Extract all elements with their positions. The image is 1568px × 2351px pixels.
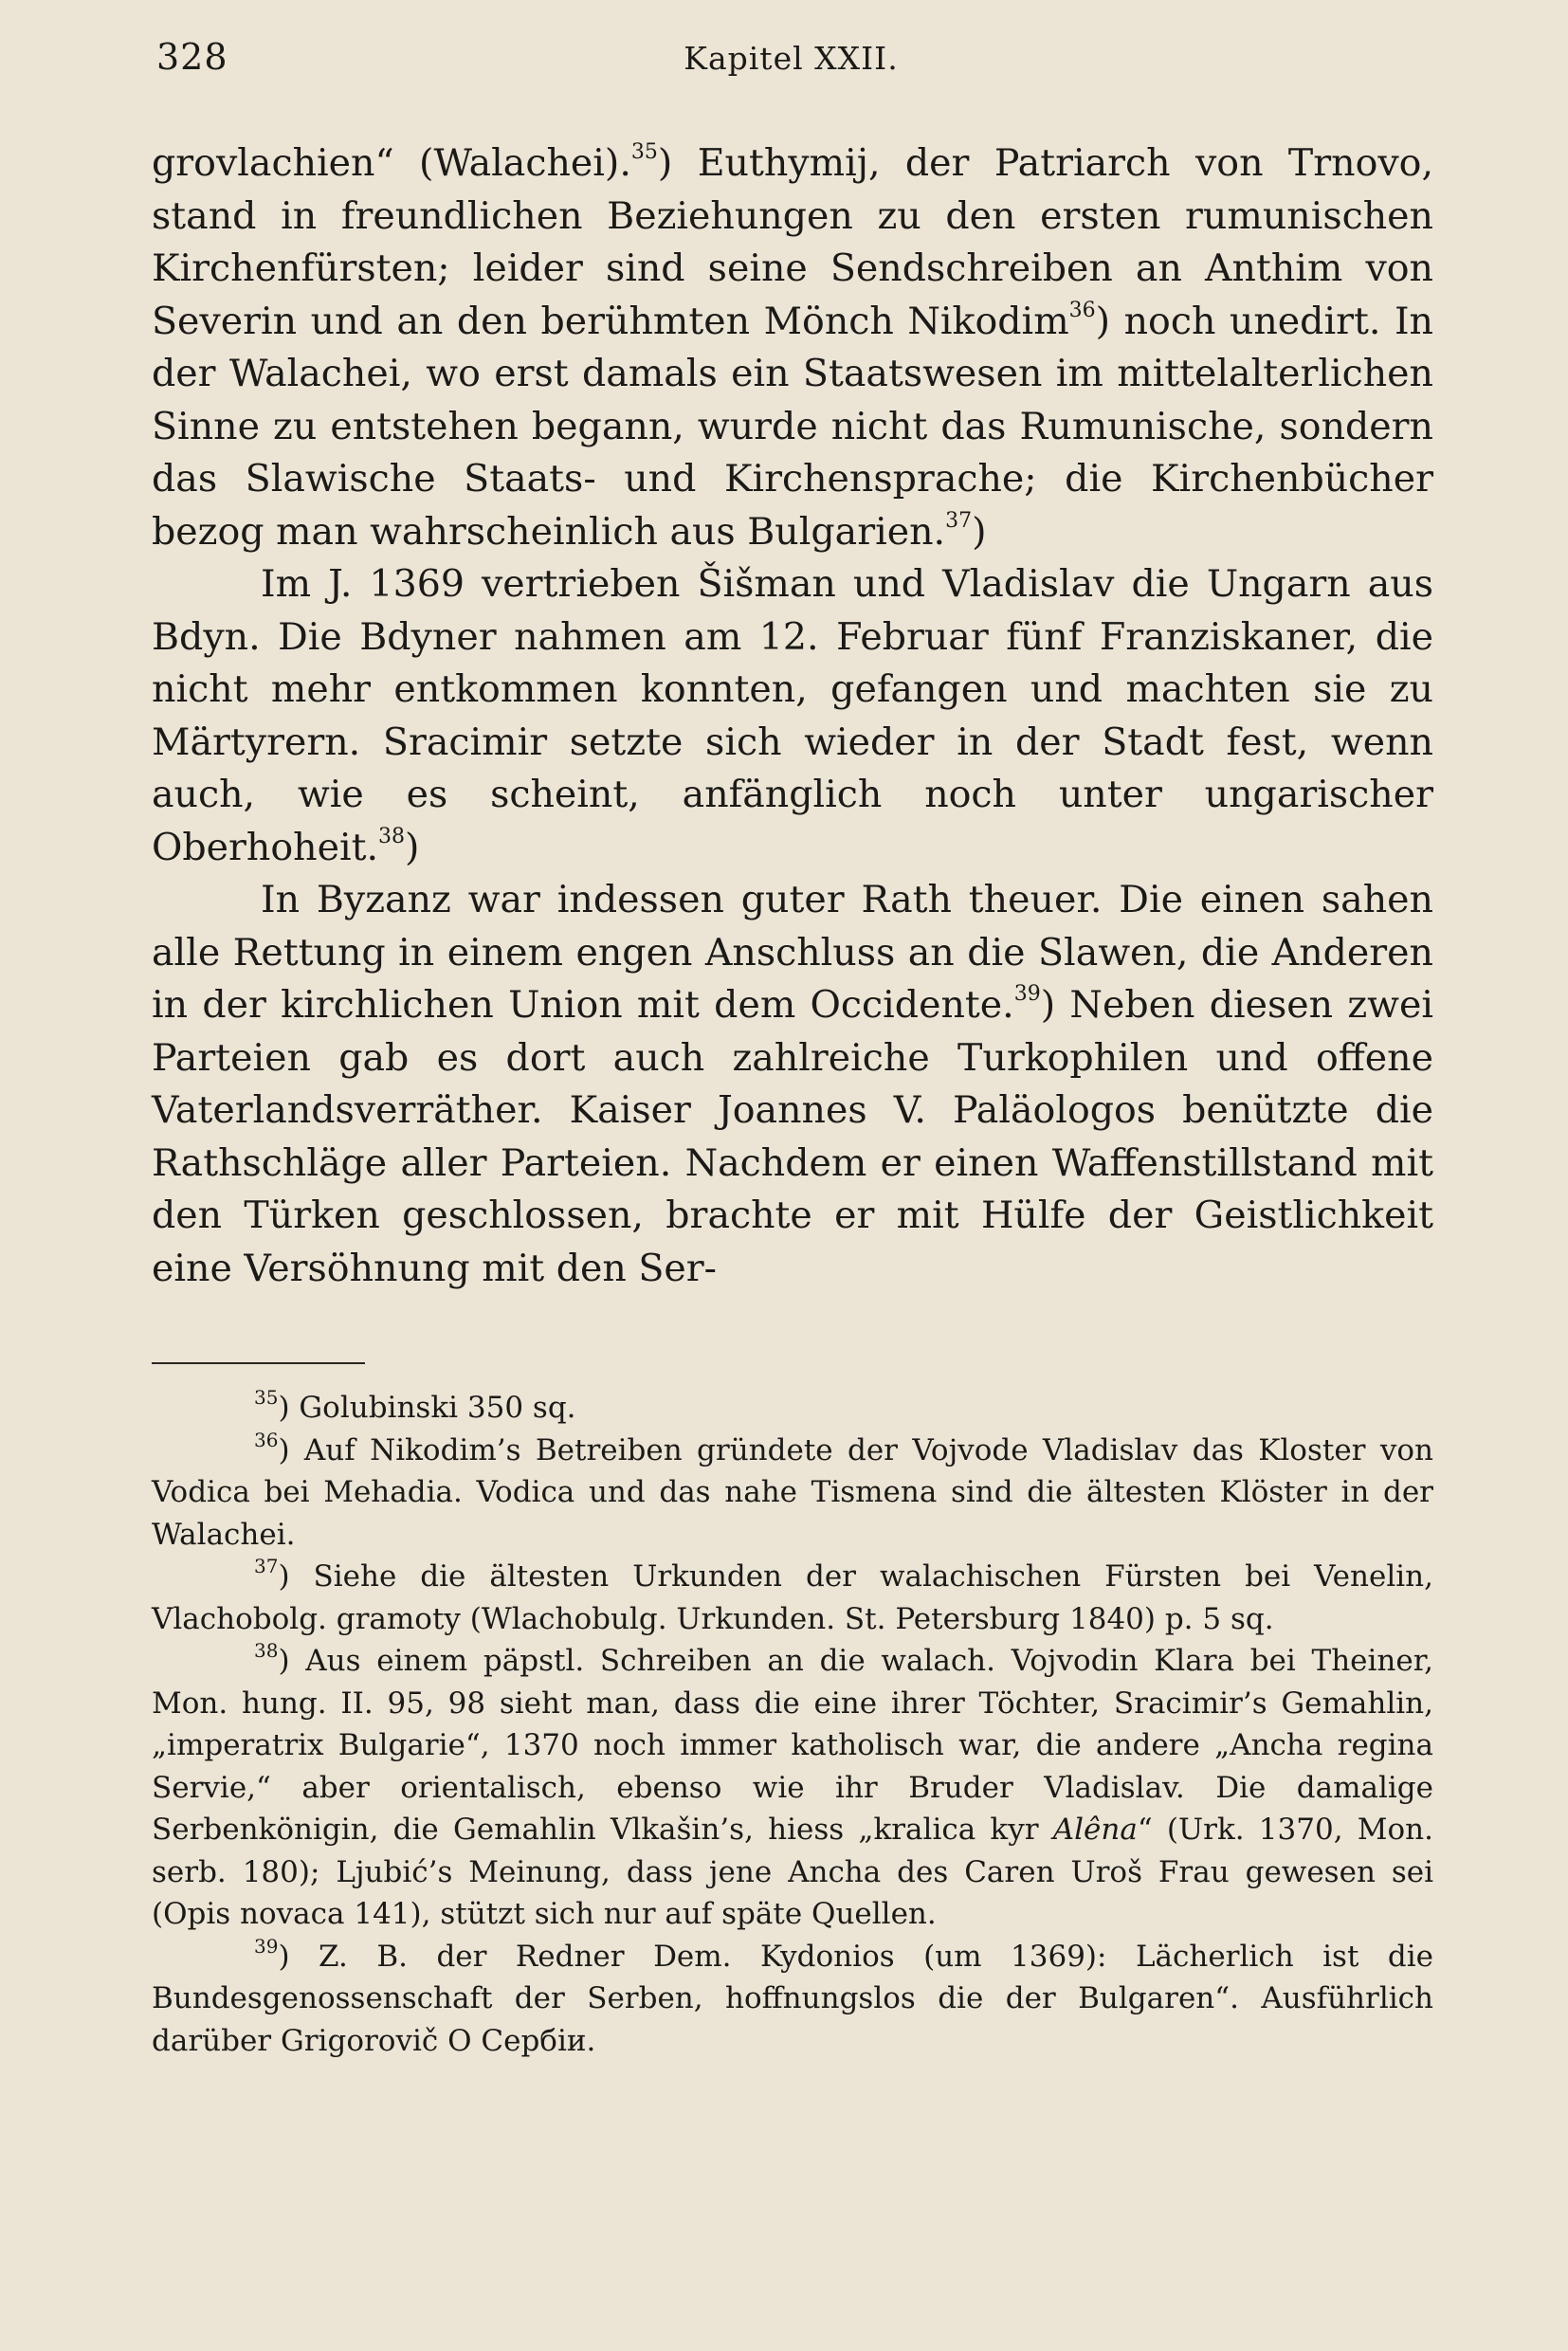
- footnote-37: $^{37}$) Siehe die ältesten Urkunden der walachischen Fürsten bei Venelin, Vlachobolg. gramoty (Wlachobulg. Urkunden. St. Petersburg 1840) p. 5 sq.: [152, 1555, 1433, 1636]
- paragraph-2: Im J. 1369 vertrieben Šišman und Vladislav die Ungarn aus Bdyn. Die Bdyner nahmen am 12. Februar fünf Franziskaner, die nicht mehr entkommen konnten, gefangen und machten sie zu Märtyrern. Sracimir setzte sich wieder in der Stadt fest, wenn auch, wie es scheint, anfänglich noch unter ungarischer Oberhoheit.$^{38}$): [152, 562, 1433, 869]
- running-title: Kapitel XXII.: [684, 40, 899, 77]
- footnote-ref-36: 36: [1068, 298, 1096, 322]
- page-number: 328: [156, 36, 228, 78]
- paragraph-1: grovlachien“ (Walachei).$^{35}$) Euthymij, der Patriarch von Trnovo, stand in freundlichen Beziehungen zu den ersten rumunischen Kirchenfürsten; leider sind seine Sendschreiben an Anthim von Severin und an den berühmten Mönch Nikodim$^{36}$) noch unedirt. In der Walachei, wo erst damals ein Staatswesen im mittelalterlichen Sinne zu entstehen begann, wurde nicht das Rumunische, sondern das Slawische Staats- und Kirchensprache; die Kirchenbücher bezog man wahrscheinlich aus Bulgarien.$^{37}$): [152, 140, 1433, 554]
- paragraph-3: In Byzanz war indessen guter Rath theuer. Die einen sahen alle Rettung in einem engen Anschluss an die Slawen, die Anderen in der kirchlichen Union mit dem Occidente.$^{39}$) Neben diesen zwei Parteien gab es dort auch zahlreiche Turkophilen und offene Vaterlandsverräther. Kaiser Joannes V. Paläologos benützte die Rathschläge aller Parteien. Nachdem er einen Waffenstillstand mit den Türken geschlossen, brachte er mit Hülfe der Geistlichkeit eine Versöhnung mit den Ser-: [152, 878, 1433, 1290]
- footnote-ref-38: 38: [378, 824, 406, 848]
- footnote-ref-35: 35: [630, 140, 658, 164]
- footnote-36: $^{36}$) Auf Nikodim’s Betreiben gründete der Vojvode Vladislav das Kloster von Vodica bei Mehadia. Vodica und das nahe Tismena sind die ältesten Klöster in der Walachei.: [152, 1428, 1433, 1552]
- footnote-divider: [152, 1362, 365, 1364]
- footnote-39: $^{39}$) Z. B. der Redner Dem. Kydonios (um 1369): Lächerlich ist die Bundesgenossenschaft der Serben, hoffnungslos die der Bulgaren“. Ausführlich darüber Grigorovič O Сербіи.: [152, 1934, 1433, 2058]
- footnotes: [152, 1387, 1433, 2062]
- footnote-ref-39: 39: [1013, 982, 1041, 1006]
- page-header: [156, 36, 1426, 93]
- footnote-35: $^{35}$) Golubinski 350 sq.: [254, 1386, 576, 1425]
- footnote-ref-37: 37: [945, 508, 973, 533]
- footnote-38: $^{38}$) Aus einem päpstl. Schreiben an die walach. Vojvodin Klara bei Theiner, Mon. hung. II. 95, 98 sieht man, dass die eine ihrer Töchter, Sracimir’s Gemahlin, „imperatrix Bulgarie“, 1370 noch immer katholisch war, die andere „Ancha regina Servie,“ aber orientalisch, ebenso wie ihr Bruder Vladislav. Die damalige Serbenkönigin, die Gemahlin Vlkašin’s, hiess „kralica kyr Alêna“ (Urk. 1370, Mon. serb. 180); Ljubić’s Meinung, dass jene Ancha des Caren Uroš Frau gewesen sei (Opis novaca 141), stützt sich nur auf späte Quellen.: [152, 1639, 1433, 1931]
- main-text: [152, 137, 1433, 1295]
